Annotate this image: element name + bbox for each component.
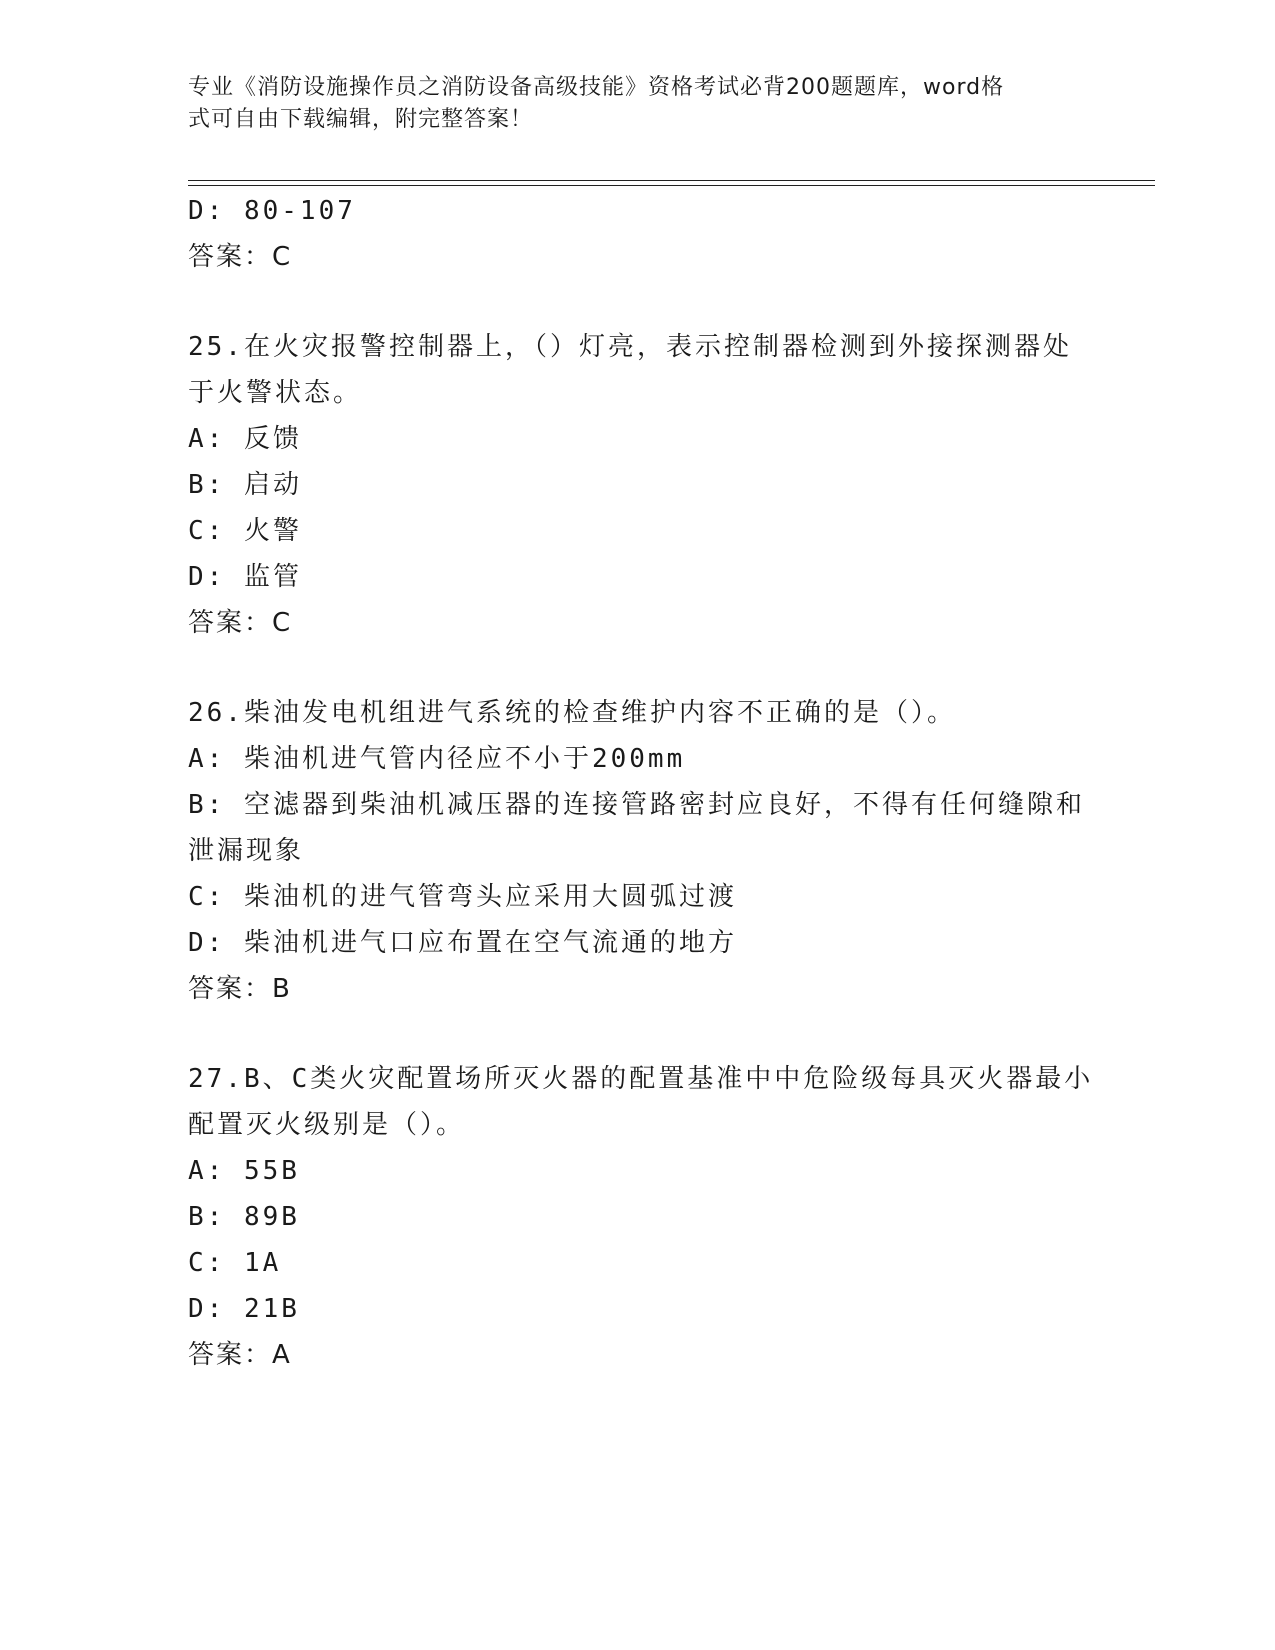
- option-d: D: 80-107: [188, 196, 356, 226]
- page-header: [188, 72, 1088, 136]
- answer-line: 答案：B: [188, 974, 292, 1004]
- document-body: [188, 188, 1094, 1378]
- answer-line: 答案：A: [188, 1340, 292, 1370]
- option-c: C: 火警: [188, 516, 302, 546]
- option-d: D: 柴油机进气口应布置在空气流通的地方: [188, 928, 737, 958]
- option-d: D: 监管: [188, 562, 302, 592]
- question-24-tail: [188, 188, 1088, 280]
- option-b-line-2: 泄漏现象: [188, 836, 305, 866]
- answer-line: 答案：C: [188, 608, 293, 638]
- question-stem-line-2: 配置灭火级别是（）。: [188, 1110, 466, 1140]
- question-27: [188, 1056, 1094, 1378]
- option-b: B: 89B: [188, 1202, 300, 1232]
- header-line-2: 式可自由下载编辑，附完整答案！: [188, 107, 534, 132]
- option-a: A: 反馈: [188, 424, 302, 454]
- question-stem-line-2: 于火警状态。: [188, 378, 363, 408]
- option-a: A: 55B: [188, 1156, 300, 1186]
- option-a: A: 柴油机进气管内径应不小于200mm: [188, 744, 686, 774]
- option-c: C: 1A: [188, 1248, 282, 1278]
- header-line-1: 专业《消防设施操作员之消防设备高级技能》资格考试必背200题题库，word格: [188, 75, 1005, 100]
- option-d: D: 21B: [188, 1294, 300, 1324]
- question-26: [188, 690, 1088, 1012]
- header-divider-top: [188, 180, 1155, 181]
- answer-line: 答案：C: [188, 242, 293, 272]
- question-25: [188, 324, 1088, 646]
- question-stem-line-1: 25.在火灾报警控制器上，（）灯亮，表示控制器检测到外接探测器处: [188, 332, 1072, 362]
- question-stem: 26.柴油发电机组进气系统的检查维护内容不正确的是（）。: [188, 698, 956, 728]
- option-b-line-1: B: 空滤器到柴油机减压器的连接管路密封应良好，不得有任何缝隙和: [188, 790, 1085, 820]
- header-divider-bottom: [188, 185, 1155, 186]
- option-c: C: 柴油机的进气管弯头应采用大圆弧过渡: [188, 882, 737, 912]
- option-b: B: 启动: [188, 470, 302, 500]
- question-stem-line-1: 27.B、C类火灾配置场所灭火器的配置基准中中危险级每具灭火器最小: [188, 1064, 1094, 1094]
